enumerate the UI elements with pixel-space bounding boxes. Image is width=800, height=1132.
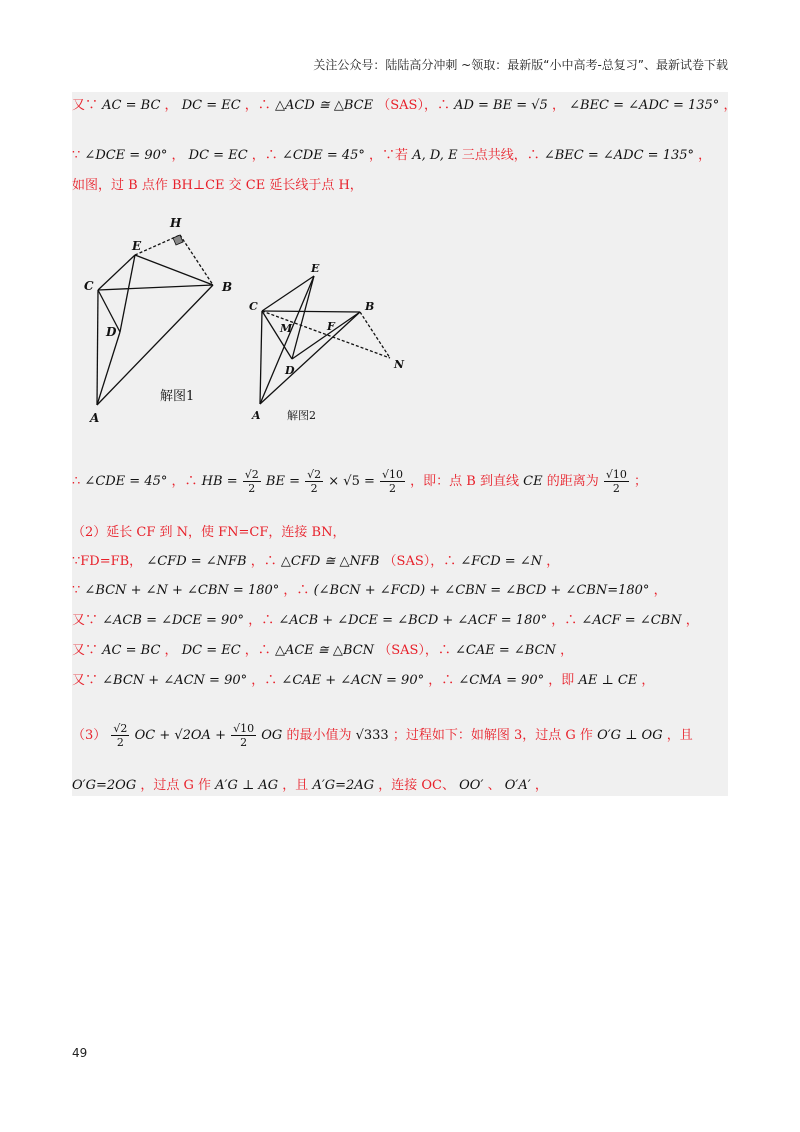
text: （SAS），∴: [383, 554, 457, 569]
numerator: √2: [307, 468, 322, 481]
text: 、: [487, 778, 501, 793]
math: A′G ⊥ AG: [215, 778, 279, 793]
fraction: [231, 722, 256, 749]
solution-line-7: [72, 581, 667, 601]
denominator: 2: [248, 482, 256, 495]
fraction: [604, 468, 629, 495]
fraction: [111, 722, 129, 749]
solution-line-5: （2）延长 CF 到 N，使 FN=CF，连接 BN，: [72, 525, 346, 540]
segment-cb: [98, 285, 213, 290]
math: DC = EC: [181, 98, 241, 113]
math: DC = EC: [181, 643, 241, 658]
solution-line-3: 如图，过 B 点作 BH⊥CE 交 CE 延长线于点 H，: [72, 178, 363, 193]
math: (∠BCN + ∠FCD) + ∠CBN = ∠BCD + ∠CBN=180°: [313, 583, 650, 598]
segment-cd: [262, 311, 292, 359]
label-c: C: [249, 300, 258, 313]
segment-eb: [135, 255, 213, 285]
math: O′G=2OG: [72, 778, 137, 793]
label-a: A: [252, 409, 261, 422]
segment-cb: [262, 311, 360, 312]
text: ，∴: [250, 554, 277, 569]
label-b: B: [365, 300, 375, 313]
math: △ACE ≅ △BCN: [274, 643, 375, 658]
label-d: D: [285, 364, 295, 377]
solution-line-12: [72, 776, 548, 796]
segment-ab: [97, 285, 213, 405]
segment-hb-dashed: [180, 235, 213, 285]
numerator: √2: [244, 468, 259, 481]
text: ，: [551, 98, 565, 113]
text: ，∴: [251, 673, 278, 688]
numerator: √10: [382, 468, 404, 481]
math: A′G=2AG: [312, 778, 375, 793]
math: ∠CFD = ∠NFB: [146, 554, 247, 569]
fraction: [305, 468, 323, 495]
math: O′A′: [504, 778, 531, 793]
text: 又∵: [72, 643, 99, 658]
denominator: 2: [310, 482, 318, 495]
text: ，∴: [244, 643, 271, 658]
figure-1-caption: 解图1: [160, 389, 195, 404]
figure-2-caption: 解图2: [287, 409, 316, 422]
label-m: M: [280, 322, 293, 335]
text: ；: [634, 474, 648, 489]
math: HB =: [201, 474, 238, 489]
math: ∠DCE = 90°: [84, 148, 168, 163]
text: 的最小值为: [286, 728, 352, 743]
math: AC = BC: [102, 643, 161, 658]
text: ，: [164, 643, 178, 658]
math: DC = EC: [188, 148, 248, 163]
page-number: 49: [72, 1046, 88, 1060]
numerator: √10: [605, 468, 627, 481]
text: ，∵若: [369, 148, 409, 163]
text: ，∴: [283, 583, 310, 598]
numerator: √2: [113, 722, 128, 735]
label-h: H: [170, 216, 182, 230]
text: ∵FD=FB，: [72, 554, 143, 569]
denominator: 2: [240, 736, 248, 749]
text: 三点共线，∴: [461, 148, 540, 163]
solution-line-6: [72, 552, 559, 572]
math: × √5 =: [328, 474, 375, 489]
math: ∠BEC = ∠ADC = 135°: [569, 98, 720, 113]
text: ，且: [666, 728, 693, 743]
text: ∴: [72, 474, 81, 489]
segment-bn-dashed: [360, 312, 390, 358]
label-d: D: [106, 325, 117, 339]
label-a: A: [90, 411, 100, 425]
math: ∠BCN + ∠ACN = 90°: [102, 673, 248, 688]
text: 又∵: [72, 673, 99, 688]
math: BE =: [265, 474, 300, 489]
label-c: C: [84, 279, 94, 293]
text: ，: [641, 673, 655, 688]
math: ∠FCD = ∠N: [460, 554, 543, 569]
text: （3）: [72, 728, 107, 743]
text: ，: [164, 98, 178, 113]
text: ，连接 OC、: [378, 778, 455, 793]
text: ，: [560, 643, 574, 658]
text: 又∵: [72, 98, 99, 113]
math: AE ⊥ CE: [578, 673, 638, 688]
fraction: [380, 468, 405, 495]
numerator: √10: [233, 722, 255, 735]
math: ∠CDE = 45°: [84, 474, 168, 489]
math: ∠ACB + ∠DCE = ∠BCD + ∠ACF = 180°: [278, 613, 548, 628]
segment-ae: [260, 276, 314, 404]
page-header: 关注公众号：陆陆高分冲刺 ~领取：最新版“小中高考-总复习”、最新试卷下载: [313, 58, 728, 72]
text: ，: [534, 778, 548, 793]
text: ，∴: [248, 613, 275, 628]
label-f: F: [327, 320, 335, 333]
math: ∠CAE = ∠BCN: [455, 643, 556, 658]
math: ∠ACF = ∠CBN: [581, 613, 682, 628]
math: OG: [261, 728, 283, 743]
text: 的距离为: [546, 474, 599, 489]
text: ，: [685, 613, 699, 628]
label-e: E: [311, 264, 320, 275]
segment-ab: [260, 312, 360, 404]
text: ，∴: [251, 148, 278, 163]
solution-line-9: [72, 641, 573, 661]
math: ∠BCN + ∠N + ∠CBN = 180°: [84, 583, 280, 598]
label-n: N: [394, 358, 405, 371]
text: 又∵: [72, 613, 99, 628]
text: ，即: [548, 673, 575, 688]
text: ，: [171, 148, 185, 163]
math: △CFD ≅ △NFB: [280, 554, 380, 569]
figure-2: [247, 264, 417, 429]
text: ，∴: [244, 98, 271, 113]
text: ，∴: [551, 613, 578, 628]
math: A, D, E: [412, 148, 458, 163]
solution-line-10: [72, 671, 654, 691]
text: ，即：点 B 到直线: [410, 474, 519, 489]
text: ，: [653, 583, 667, 598]
math: AD = BE = √5: [454, 98, 548, 113]
solution-line-4: [72, 468, 647, 495]
text: ，且: [282, 778, 309, 793]
fraction: [243, 468, 261, 495]
math: ∠CMA = 90°: [458, 673, 545, 688]
label-b: B: [222, 280, 233, 294]
math: OO′: [459, 778, 484, 793]
solution-line-8: [72, 611, 699, 631]
text: ，过点 G 作: [140, 778, 211, 793]
math: √333: [355, 728, 389, 743]
math: ∠CDE = 45°: [281, 148, 365, 163]
solution-line-1: [72, 96, 736, 116]
solution-panel: [72, 92, 737, 796]
solution-line-2: [72, 146, 711, 166]
segment-ca: [260, 311, 262, 404]
segment-ad: [97, 332, 120, 405]
math: ∠BEC = ∠ADC = 135°: [543, 148, 695, 163]
solution-line-11: [72, 722, 693, 749]
denominator: 2: [116, 736, 124, 749]
math: CE: [523, 474, 543, 489]
denominator: 2: [612, 482, 620, 495]
math: O′G ⊥ OG: [597, 728, 663, 743]
math: AC = BC: [102, 98, 161, 113]
segment-ca: [97, 290, 98, 405]
math: ∠CAE + ∠ACN = 90°: [281, 673, 425, 688]
text: ∵: [72, 148, 81, 163]
text: （SAS），∴: [378, 643, 451, 658]
math: △ACD ≅ △BCE: [274, 98, 374, 113]
math: OC + √2OA +: [134, 728, 226, 743]
label-e: E: [132, 239, 142, 253]
denominator: 2: [389, 482, 397, 495]
text: ，∴: [171, 474, 198, 489]
text: ∵: [72, 583, 81, 598]
math: ∠ACB = ∠DCE = 90°: [102, 613, 245, 628]
text: ；过程如下：如解图 3，过点 G 作: [392, 728, 593, 743]
text: （SAS），∴: [377, 98, 450, 113]
figure-1: [82, 210, 252, 425]
text: ，: [723, 98, 737, 113]
text: ，∴: [428, 673, 455, 688]
text: ，: [698, 148, 712, 163]
text: ，: [546, 554, 560, 569]
